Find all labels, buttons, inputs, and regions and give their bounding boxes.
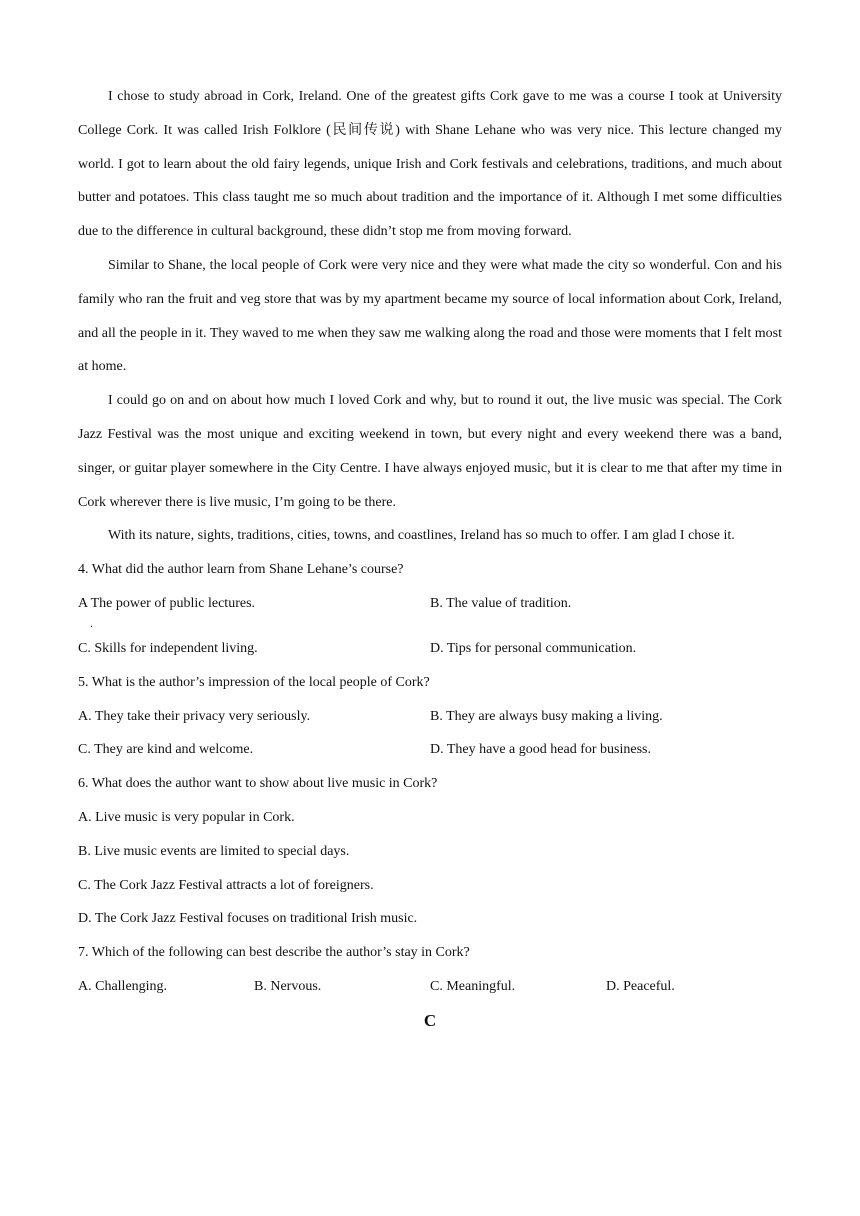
question-4-option-a-text: A The power of public lectures. <box>78 595 256 611</box>
question-4-option-d: D. Tips for personal communication. <box>430 640 637 656</box>
question-5-options-row-2 <box>78 733 782 767</box>
section-heading: C <box>423 1010 437 1030</box>
question-7-option-b: B. Nervous. <box>254 978 322 994</box>
question-7-options <box>78 970 782 1004</box>
question-4-stem: 4. What did the author learn from Shane Lehane’s course? <box>78 562 404 578</box>
question-5-option-b: B. They are always busy making a living. <box>430 708 663 724</box>
passage-paragraph-3: I could go on and on about how much I loved Cork and why, but to round it out, the live music was special. The Cork Jazz Festival was the most unique and exciting weekend in town, but every night and every weekend there was a band, singer, or guitar player somewhere in the City Centre. I have always enjoyed music, but it is clear to me that after my time in Cork wherever there is live music, I’m going to be there. <box>78 393 782 510</box>
question-7-stem: 7. Which of the following can best describe the author’s stay in Cork? <box>78 945 470 961</box>
question-5-option-d: D. They have a good head for business. <box>430 742 651 758</box>
question-4-option-b: B. The value of tradition. <box>430 595 572 611</box>
question-5-option-a: A. They take their privacy very seriously. <box>78 708 311 724</box>
question-5-options-row-1 <box>78 700 782 734</box>
question-7-option-a: A. Challenging. <box>78 978 168 994</box>
question-4-options-row-1 <box>78 587 782 632</box>
question-7-option-d: D. Peaceful. <box>606 978 675 994</box>
question-6-option-b: B. Live music events are limited to special days. <box>78 843 350 859</box>
passage-paragraph-2: Similar to Shane, the local people of Cork were very nice and they were what made the city so wonderful. Con and his family who ran the fruit and veg store that was by my apartment became my source of local information about Cork, Ireland, and all the people in it. They waved to me when they saw me walking along the road and those were moments that I felt most at home. <box>78 257 782 375</box>
passage-paragraph-1: I chose to study abroad in Cork, Ireland. One of the greatest gifts Cork gave to me was a course I took at University College Cork. It was called Irish Folklore (民间传说) with Shane Lehane who was very nice. This lecture changed my world. I got to learn about the old fairy legends, unique Irish and Cork festivals and celebrations, traditions, and much about butter and potatoes. This class taught me so much about tradition and the importance of it. Although I met some difficulties due to the difference in cultural background, these didn’t stop me from moving forward. <box>78 89 782 240</box>
question-6-stem: 6. What does the author want to show about live music in Cork? <box>78 776 438 792</box>
question-4-option-c: C. Skills for independent living. <box>78 640 258 656</box>
question-6-option-c: C. The Cork Jazz Festival attracts a lot of foreigners. <box>78 877 374 893</box>
question-6-option-d: D. The Cork Jazz Festival focuses on traditional Irish music. <box>78 911 418 927</box>
passage-paragraph-4: With its nature, sights, traditions, cities, towns, and coastlines, Ireland has so much to offer. I am glad I chose it. <box>108 528 735 544</box>
question-4-options-row-2 <box>78 632 782 666</box>
question-5-option-c: C. They are kind and welcome. <box>78 742 254 758</box>
document-page <box>78 80 782 1038</box>
question-4-option-a <box>78 587 430 630</box>
question-5-stem: 5. What is the author’s impression of the local people of Cork? <box>78 674 430 690</box>
option-dot-mark: . <box>90 615 93 630</box>
question-6-option-a: A. Live music is very popular in Cork. <box>78 809 295 825</box>
question-7-option-c: C. Meaningful. <box>430 978 516 994</box>
